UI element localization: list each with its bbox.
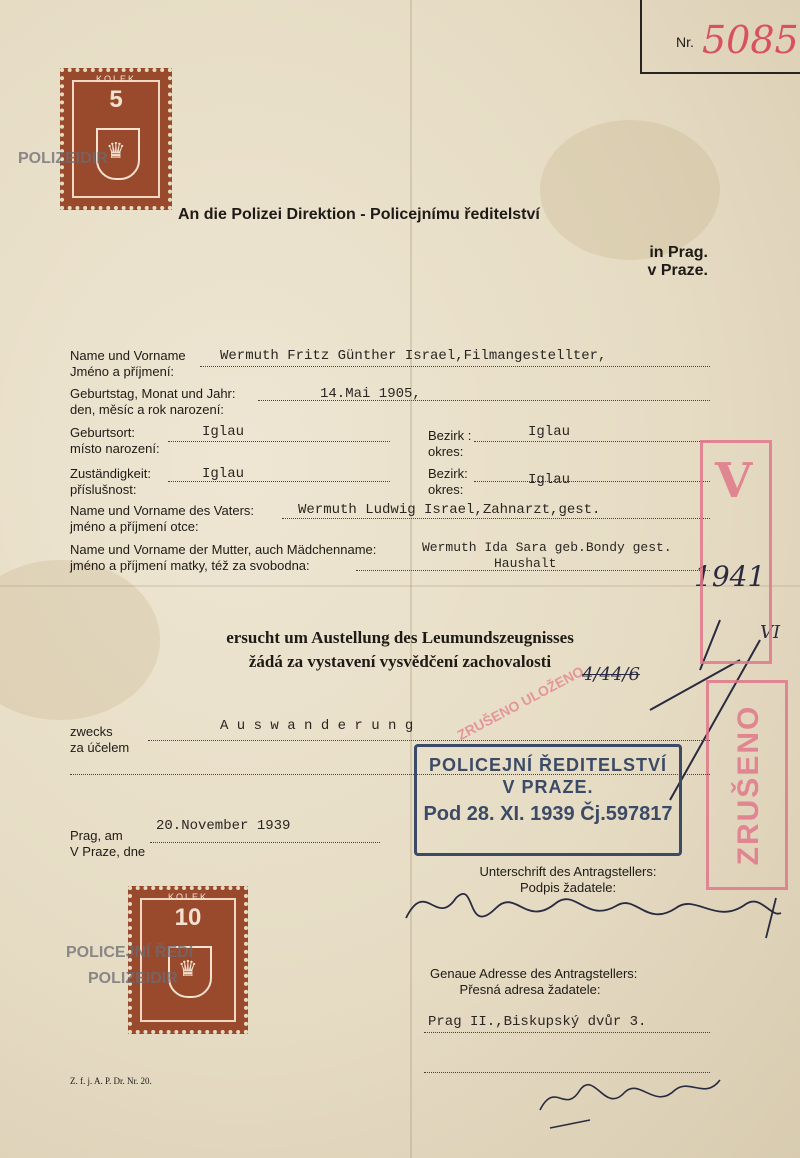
birth-district-label: Bezirk : okres: (428, 428, 472, 459)
father-line (282, 518, 710, 519)
birth-place-line (168, 441, 390, 442)
fold-line-vertical (410, 0, 412, 1158)
number-label: Nr. (676, 34, 694, 50)
gray-cancel-stamp-bottom-2: POLIZEIDIR (88, 970, 178, 987)
father-label: Name und Vorname des Vaters: jméno a příjmení otce: (70, 503, 255, 534)
birth-date-value: 14.Mai 1905, (320, 386, 421, 402)
stamp-label: KOLEK (167, 892, 208, 902)
name-label: Name und Vorname Jméno a příjmení: (70, 348, 186, 379)
birth-place-label: Geburtsort: místo narození: (70, 425, 160, 456)
police-directorate-stamp: POLICEJNÍ ŘEDITELSTVÍ V PRAZE. Pod 28. XI. 1939 Čj.597817 (414, 744, 682, 856)
number-value: 5085 (702, 18, 799, 62)
request-line-cs: žádá za vystavení vysvědčení zachovalosti (248, 652, 552, 671)
revenue-stamp-5 (60, 68, 172, 210)
red-cancel-stamp: ZRUŠENO (706, 680, 788, 890)
birth-date-label: Geburtstag, Monat und Jahr: den, měsíc a rok narození: (70, 386, 236, 417)
purpose-label: zwecks za účelem (70, 724, 130, 755)
name-value: Wermuth Fritz Günther Israel,Filmangestellter, (220, 348, 607, 364)
place-date-value: 20.November 1939 (156, 818, 291, 834)
domicile-district-label: Bezirk: okres: (428, 466, 468, 497)
fold-line-horizontal (0, 585, 800, 587)
address-de: in Prag. (649, 244, 708, 261)
official-signature (530, 1060, 730, 1130)
stamp-value: 10 (174, 904, 202, 931)
handwritten-roman: VI (760, 622, 781, 643)
domicile-value: Iglau (202, 466, 245, 482)
father-value: Wermuth Ludwig Israel,Zahnarzt,gest. (298, 502, 601, 518)
gray-cancel-stamp-top: POLIZEIDIR (18, 150, 108, 167)
birth-district-line (474, 441, 710, 442)
request-line-de: ersucht um Austellung des Leumundszeugnisses (226, 628, 574, 647)
applicant-signature (396, 868, 790, 948)
red-v-stamp: V (700, 440, 772, 664)
stamp-label: KOLEK (95, 74, 136, 84)
address-line-1 (424, 1032, 710, 1033)
mother-value: Wermuth Ida Sara geb.Bondy gest. (422, 540, 672, 555)
birth-place-value: Iglau (202, 424, 245, 440)
purpose-line-1 (148, 740, 710, 741)
handwritten-year: 1941 (694, 560, 766, 593)
domicile-district-line (474, 481, 710, 482)
applicant-address-value: Prag II.,Biskupský dvůr 3. (428, 1014, 647, 1030)
gray-cancel-stamp-bottom-1: POLICEJNÍ ŘEDI (66, 944, 194, 961)
handwritten-number: 4/44/6 (582, 664, 640, 685)
place-date-line (150, 842, 380, 843)
stamp-value: 5 (109, 86, 123, 113)
applicant-address-label: Genaue Adresse des Antragstellers: Přesná adresa žadatele: (430, 966, 638, 997)
mother-label: Name und Vorname der Mutter, auch Mädchenname: jméno a příjmení matky, též za svobodna: (70, 542, 377, 573)
mother-value-2: Haushalt (494, 556, 557, 571)
place-date-label: Prag, am V Praze, dne (70, 828, 146, 859)
name-line (200, 366, 710, 367)
document-title: An die Polizei Direktion - Policejnímu ředitelství (178, 206, 540, 223)
domicile-district-value: Iglau (528, 472, 571, 488)
red-diagonal-stamp: ZRUŠENO ULOŽENO (454, 662, 587, 744)
domicile-label: Zuständigkeit: příslušnost: (70, 466, 151, 497)
signature-label: Unterschrift des Antragstellers: Podpis žadatele: (479, 864, 657, 895)
form-footer: Z. f. j. A. P. Dr. Nr. 20. (70, 1076, 152, 1086)
address-cs: v Praze. (647, 262, 708, 279)
purpose-value: A u s w a n d e r u n g (220, 718, 414, 734)
birth-district-value: Iglau (528, 424, 571, 440)
paper-stain (540, 120, 720, 260)
